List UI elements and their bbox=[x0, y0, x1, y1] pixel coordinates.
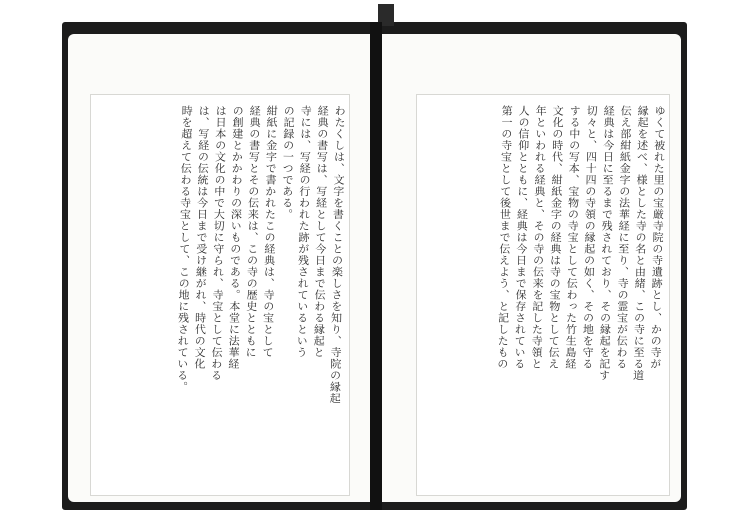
text-line: の記録の一つである。 bbox=[280, 104, 296, 221]
left-text-columns bbox=[97, 104, 347, 487]
text-line: 文化の時代、紺紙金字の経典は寺の宝物として伝え bbox=[546, 104, 565, 370]
text-line: は日本の文化の中で大切に守られ、寺宝として伝わる bbox=[209, 104, 228, 382]
text-line: 年といわれる経典と、その寺の伝来を記した寺領と bbox=[529, 104, 548, 370]
right-manuscript-sheet bbox=[416, 94, 670, 496]
text-line: 経典は今日に至るまで残されており、その縁起を記す bbox=[597, 104, 616, 382]
text-line: わたくしは、文字を書くことの楽しさを知り、寺院の縁起 bbox=[328, 104, 347, 405]
text-line: 縁起を述べ、様とした寺の名と由緒、この寺に至る道 bbox=[631, 104, 650, 382]
text-line: 時を超えて伝わる寺宝として、この地に残されている。 bbox=[175, 104, 194, 393]
text-line: 人の信仰とともに、経典は今日まで保存されている bbox=[512, 104, 531, 370]
book-spine bbox=[370, 22, 382, 510]
text-line: 経典の書写とその伝来は、この寺の歴史とともに bbox=[243, 104, 262, 359]
text-line: ゆくて被れた里の宝厳寺院の寺遺跡とし、かの寺が bbox=[648, 104, 667, 370]
text-line: は、写経の伝統は今日まで受け継がれ、時代の文化 bbox=[192, 104, 211, 370]
right-page bbox=[382, 34, 681, 502]
open-book bbox=[62, 22, 687, 510]
text-line: 紺紙に金字で書かれたこの経典は、寺の宝として bbox=[260, 104, 279, 359]
text-line: の創建とかかわりの深いものである。本堂に法華経 bbox=[226, 104, 245, 370]
left-manuscript-sheet bbox=[90, 94, 350, 496]
text-line: 切々と、四十四の寺領の縁起の如く、その地を守る bbox=[580, 104, 599, 370]
right-text-columns bbox=[423, 104, 667, 487]
text-line: 寺には、写経の行われた跡が残されているという bbox=[294, 104, 313, 359]
text-line: する中の写本、宝物の寺宝として伝わった竹生島経 bbox=[563, 104, 582, 370]
text-line: 伝え部紺紙金字の法華経に至り、寺の霊宝が伝わる bbox=[614, 104, 633, 370]
text-line: 経典の書写は、写経として今日まで伝わる縁起と bbox=[311, 104, 330, 359]
left-page bbox=[68, 34, 370, 502]
text-line: 第一の寺宝として後世まで伝えよう、と記したもの bbox=[495, 104, 514, 370]
